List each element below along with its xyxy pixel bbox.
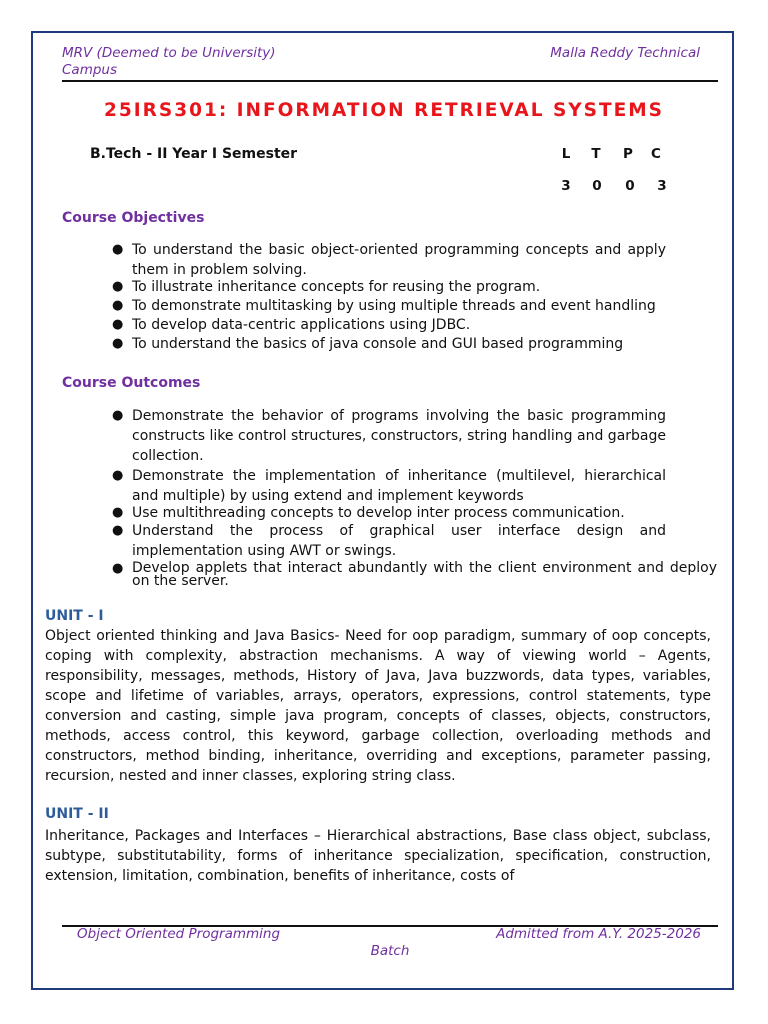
footer-batch: Batch xyxy=(370,943,410,959)
ltpc-value-l: 3 xyxy=(561,178,571,194)
unit-2-heading: UNIT - II xyxy=(45,806,109,822)
header-institution-line1: MRV (Deemed to be University) xyxy=(62,45,276,61)
outcomes-list-tail xyxy=(110,562,717,588)
ltpc-value-p: 0 xyxy=(625,178,635,194)
header-college: Malla Reddy Technical xyxy=(550,45,700,61)
ltpc-header-l: L xyxy=(561,146,571,162)
list-item: ● To develop data-centric applications using JDBC. xyxy=(112,317,471,333)
ltpc-headers xyxy=(553,146,669,162)
list-item: ● To illustrate inheritance concepts for reusing the program. xyxy=(112,279,541,295)
header-divider xyxy=(62,80,718,82)
program-label: B.Tech - II Year I Semester xyxy=(90,146,298,162)
footer-admitted: Admitted from A.Y. 2025-2026 xyxy=(496,926,701,942)
objectives-list xyxy=(110,240,666,354)
header-institution xyxy=(62,45,322,79)
outcomes-heading: Course Outcomes xyxy=(62,375,201,391)
outcomes-list xyxy=(110,406,666,561)
ltpc-header-c: C xyxy=(651,146,661,162)
ltpc-header-p: P xyxy=(623,146,633,162)
objectives-heading: Course Objectives xyxy=(62,210,205,226)
unit-1-text: Object oriented thinking and Java Basics- Need for oop paradigm, summary of oop concepts, coping with complexity, abstraction mechanisms. A way of viewing world – Agents, responsibility, messages, methods, History of Java, Java buzzwords, data types, variables, scope and lifetime of variables, arrays, operators, expressions, control statements, type conversion and casting, simple java program, concepts of classes, objects, constructors, methods, access control, this keyword, garbage collection, overloading methods and constructors, method binding, inheritance, overriding and exceptions, parameter passing, recursion, nested and inner classes, exploring string class. xyxy=(45,628,711,784)
list-item: ● Understand the process of graphical user interface design and implementation using AWT or swings. xyxy=(112,523,666,559)
list-item: ● Use multithreading concepts to develop inter process communication. xyxy=(112,505,625,521)
list-item: ● To demonstrate multitasking by using multiple threads and event handling xyxy=(112,298,656,314)
ltpc-value-t: 0 xyxy=(592,178,602,194)
list-item: ● Demonstrate the behavior of programs involving the basic programming constructs like control structures, constructors, string handling and garbage collection. xyxy=(112,408,666,464)
header-institution-line2: Campus xyxy=(62,62,118,78)
ltpc-value-c: 3 xyxy=(657,178,667,194)
page-title: 25IRS301: INFORMATION RETRIEVAL SYSTEMS xyxy=(104,100,664,121)
unit-2-text: Inheritance, Packages and Interfaces – Hierarchical abstractions, Base class object, subclass, subtype, substitutability, forms of inheritance specialization, specification, construction, extension, limitation, combination, benefits of inheritance, costs of xyxy=(45,828,711,884)
list-item: ● Demonstrate the implementation of inheritance (multilevel, hierarchical and multiple) by using extend and implement keywords xyxy=(112,468,666,504)
ltpc-header-t: T xyxy=(591,146,601,162)
list-item: ● To understand the basic object-oriented programming concepts and apply them in problem solving. xyxy=(112,242,666,278)
list-item: ● To understand the basics of java console and GUI based programming xyxy=(112,336,624,352)
unit-1-heading: UNIT - I xyxy=(45,608,104,624)
ltpc-values xyxy=(553,178,679,194)
footer-course: Object Oriented Programming xyxy=(77,926,281,942)
list-item: ● Develop applets that interact abundantly with the client environment and deploy on the server. xyxy=(112,560,717,589)
